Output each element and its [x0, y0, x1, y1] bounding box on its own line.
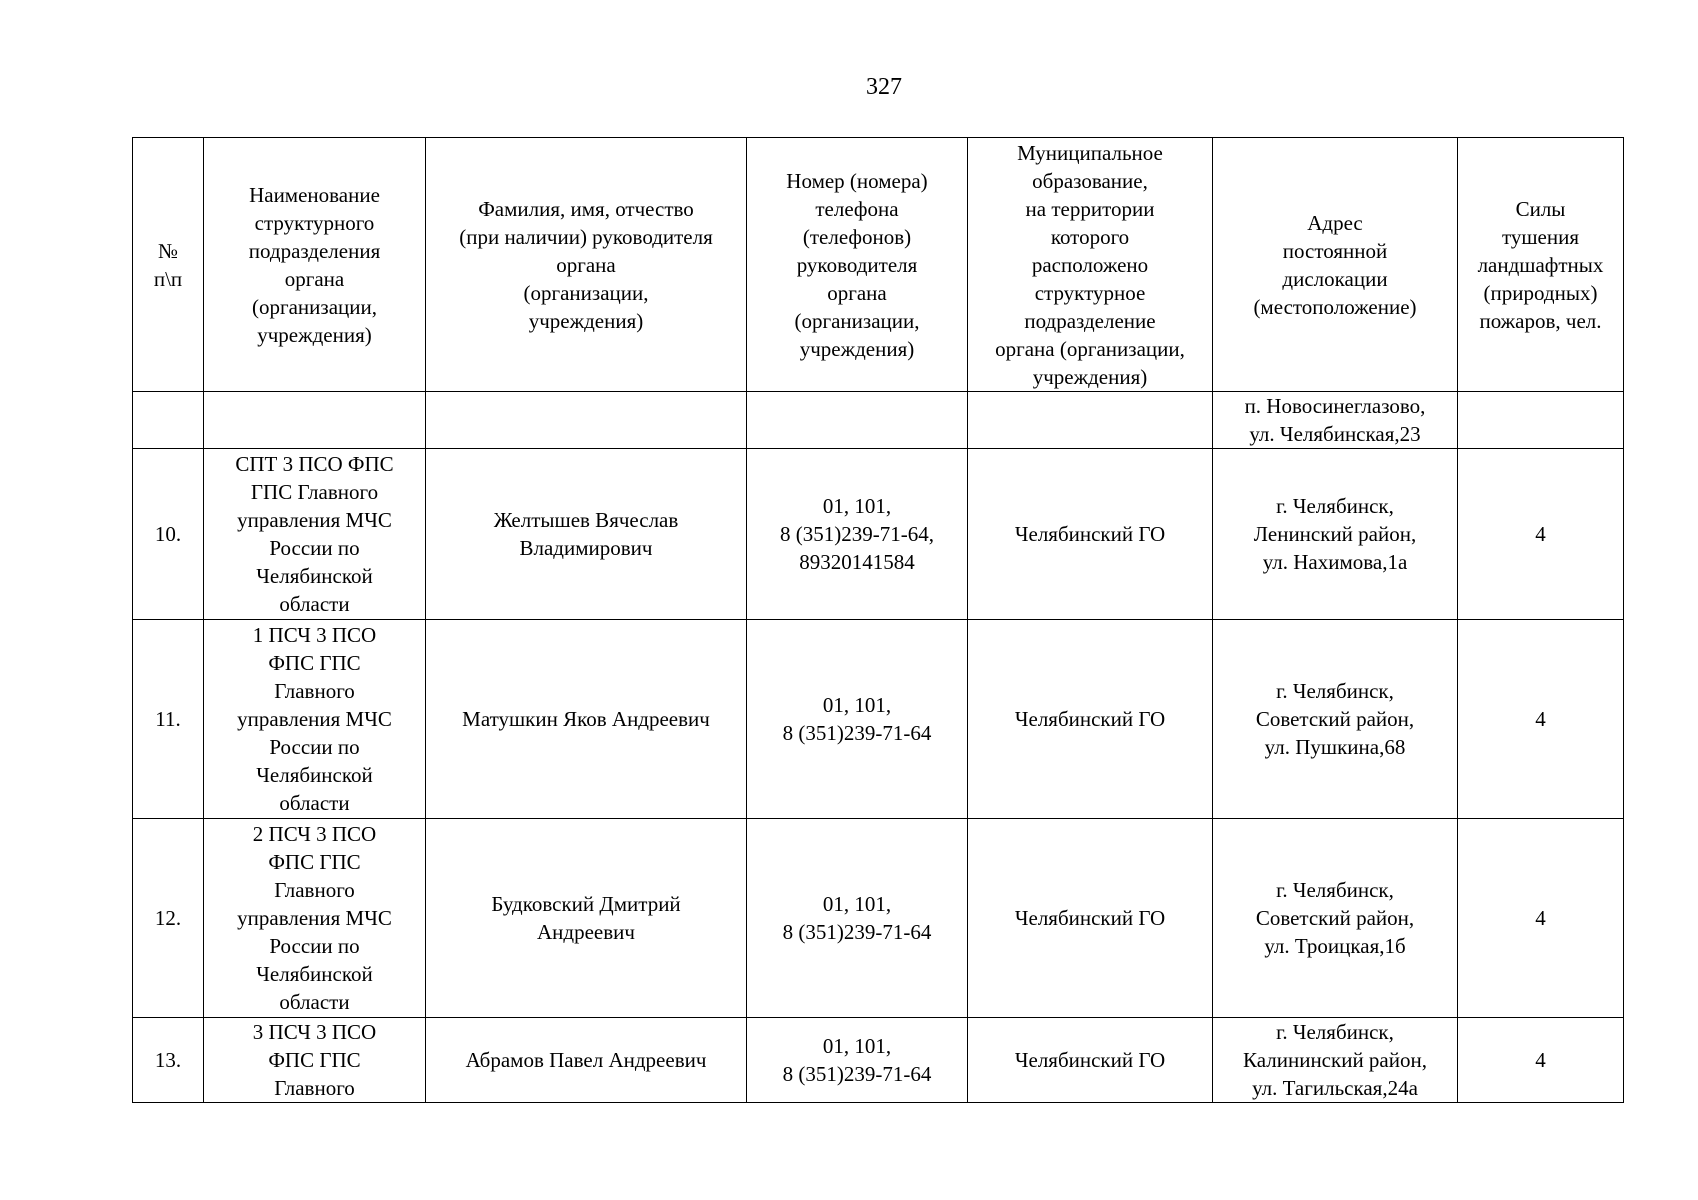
cell-municipality: Челябинский ГО [968, 620, 1213, 819]
cell-number: 10. [133, 449, 204, 620]
cell-forces: 4 [1458, 620, 1624, 819]
cell-unit-name: 1 ПСЧ 3 ПСО ФПС ГПС Главного управления МЧС России по Челябинской области [204, 620, 426, 819]
cell-head-name: Абрамов Павел Андреевич [426, 1018, 747, 1103]
cell-head-name: Матушкин Яков Андреевич [426, 620, 747, 819]
table-row [133, 449, 1624, 620]
cell-phone: 01, 101, 8 (351)239-71-64 [747, 1018, 968, 1103]
cell-unit-name: СПТ 3 ПСО ФПС ГПС Главного управления МЧС России по Челябинской области [204, 449, 426, 620]
cell-phone: 01, 101, 8 (351)239-71-64 [747, 819, 968, 1018]
table-row [133, 1018, 1624, 1103]
cell-municipality: Челябинский ГО [968, 1018, 1213, 1103]
header-address: Адрес постоянной дислокации (местоположение) [1213, 138, 1458, 392]
header-number: № п\п [133, 138, 204, 392]
cell-address: г. Челябинск, Ленинский район, ул. Нахимова,1а [1213, 449, 1458, 620]
cell-head-name: Будковский Дмитрий Андреевич [426, 819, 747, 1018]
header-unit-name: Наименование структурного подразделения органа (организации, учреждения) [204, 138, 426, 392]
fire-units-table [132, 137, 1624, 1103]
header-head-name: Фамилия, имя, отчество (при наличии) руководителя органа (организации, учреждения) [426, 138, 747, 392]
cell-phone: 01, 101, 8 (351)239-71-64, 89320141584 [747, 449, 968, 620]
cell-number: 12. [133, 819, 204, 1018]
table-header-row [133, 138, 1624, 392]
cell-address: г. Челябинск, Советский район, ул. Троицкая,1б [1213, 819, 1458, 1018]
cell-phone [747, 392, 968, 449]
cell-number: 13. [133, 1018, 204, 1103]
cell-forces: 4 [1458, 1018, 1624, 1103]
cell-municipality [968, 392, 1213, 449]
cell-number [133, 392, 204, 449]
header-forces: Силы тушения ландшафтных (природных) пожаров, чел. [1458, 138, 1624, 392]
cell-number: 11. [133, 620, 204, 819]
cell-phone: 01, 101, 8 (351)239-71-64 [747, 620, 968, 819]
cell-forces: 4 [1458, 819, 1624, 1018]
cell-address: г. Челябинск, Калининский район, ул. Тагильская,24а [1213, 1018, 1458, 1103]
cell-address: г. Челябинск, Советский район, ул. Пушкина,68 [1213, 620, 1458, 819]
cell-address: п. Новосинеглазово, ул. Челябинская,23 [1213, 392, 1458, 449]
cell-head-name: Желтышев Вячеслав Владимирович [426, 449, 747, 620]
cell-forces: 4 [1458, 449, 1624, 620]
cell-head-name [426, 392, 747, 449]
cell-municipality: Челябинский ГО [968, 449, 1213, 620]
cell-forces [1458, 392, 1624, 449]
header-phone: Номер (номера) телефона (телефонов) руководителя органа (организации, учреждения) [747, 138, 968, 392]
page-number: 327 [866, 74, 902, 100]
cell-municipality: Челябинский ГО [968, 819, 1213, 1018]
cell-unit-name: 3 ПСЧ 3 ПСО ФПС ГПС Главного [204, 1018, 426, 1103]
cell-unit-name [204, 392, 426, 449]
table-row [133, 819, 1624, 1018]
header-municipality: Муниципальное образование, на территории которого расположено структурное подразделение органа (организации, учреждения) [968, 138, 1213, 392]
table-row [133, 620, 1624, 819]
cell-unit-name: 2 ПСЧ 3 ПСО ФПС ГПС Главного управления МЧС России по Челябинской области [204, 819, 426, 1018]
table-row [133, 392, 1624, 449]
